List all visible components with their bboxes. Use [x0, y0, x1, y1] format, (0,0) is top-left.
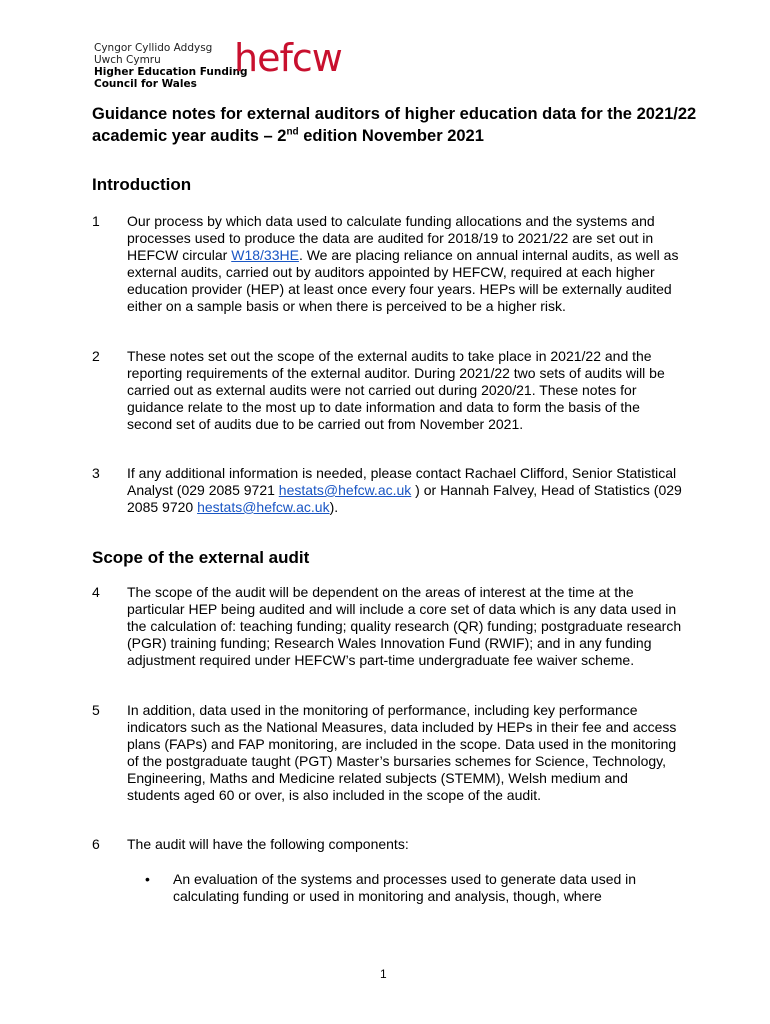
paragraph-text	[127, 213, 682, 314]
page-number: 1	[380, 967, 387, 981]
paragraph-number: 3	[92, 465, 100, 481]
paragraph-text-segment: Our process by which data used to calculate funding allocations and the systems and processes used to produce the data are audited for 2018/19 to 2021/22 are set out in HEFCW circular	[127, 213, 655, 263]
org-name-english-line-2: Council for Wales	[94, 78, 197, 90]
paragraph-2	[92, 348, 682, 433]
paragraph-text-segment: ).	[329, 498, 339, 515]
hefcw-logo: hefcw	[234, 36, 342, 80]
bullet-dot-icon: •	[145, 871, 150, 887]
org-name-welsh-line-1: Cyngor Cyllido Addysg	[94, 42, 213, 54]
org-name-english-line-1: Higher Education Funding	[94, 66, 248, 78]
title-part-2: edition November 2021	[298, 127, 484, 145]
paragraph-text: The audit will have the following components:	[127, 836, 409, 852]
paragraph-number: 5	[92, 702, 100, 718]
paragraph-text: These notes set out the scope of the external audits to take place in 2021/22 and the reporting requirements of the external auditor. During 2021/22 two sets of audits will be carried out as external audits were not carried out during 2020/21. These notes for guidance relate to the most up to date information and data to form the basis of the second set of audits due to be carried out from November 2021.	[127, 348, 665, 432]
title-superscript: nd	[286, 126, 299, 138]
paragraph-4	[92, 584, 682, 669]
org-name-welsh-line-2: Uwch Cymru	[94, 54, 161, 66]
paragraph-text-segment: If any additional information is needed, please contact Rachael Clifford, Senior Statistical Analyst (029 2085 9721	[127, 465, 677, 498]
paragraph-number: 6	[92, 836, 100, 852]
paragraph-6	[92, 836, 682, 853]
paragraph-number: 1	[92, 213, 100, 229]
paragraph-text-segment: . We are placing reliance on annual internal audits, as well as external audits, carried out by auditors appointed by HEFCW, required at each higher education provider (HEP) at least once every four years. HEPs will be externally audited either on a sample basis or when there is perceived to be a higher risk.	[127, 246, 679, 314]
section-heading-scope: Scope of the external audit	[92, 548, 310, 567]
paragraph-text-segment: ) or Hannah Falvey, Head of Statistics (029 2085 9720	[127, 481, 682, 515]
circular-link[interactable]: W18/33HE	[231, 246, 299, 263]
document-title	[92, 103, 712, 147]
bullet-item	[145, 871, 685, 905]
paragraph-1	[92, 213, 682, 314]
paragraph-text: The scope of the audit will be dependent on the areas of interest at the time at the particular HEP being audited and will include a core set of data which is any data used in the calculation of: teaching funding; quality research (QR) funding; postgraduate research (PGR) training funding; Research Wales Innovation Fund (RWIF); and in any funding adjustment required under HEFCW’s part-time undergraduate fee waiver scheme.	[127, 584, 682, 668]
org-name-block	[94, 42, 247, 90]
email-link-2[interactable]: hestats@hefcw.ac.uk	[197, 498, 330, 515]
email-link-1[interactable]: hestats@hefcw.ac.uk	[278, 481, 412, 498]
section-heading-introduction: Introduction	[92, 175, 192, 194]
paragraph-text	[127, 465, 682, 516]
paragraph-3	[92, 465, 682, 516]
paragraph-text: In addition, data used in the monitoring of performance, including key performance indicators such as the National Measures, data included by HEPs in their fee and access plans (FAPs) and FAP monitoring, are included in the scope. Data used in the monitoring of the postgraduate taught (PGT) Master’s bursaries schemes for Science, Technology, Engineering, Maths and Medicine related subjects (STEMM), Welsh medium and students aged 60 or over, is also included in the scope of the audit.	[127, 702, 677, 803]
paragraph-5	[92, 702, 682, 803]
title-part-1: Guidance notes for external auditors of higher education data for the 2021/22 academic year audits – 2	[92, 105, 697, 145]
bullet-text: An evaluation of the systems and processes used to generate data used in calculating funding or used in monitoring and analysis, though, where	[173, 871, 637, 904]
paragraph-number: 4	[92, 584, 100, 600]
paragraph-number: 2	[92, 348, 100, 364]
